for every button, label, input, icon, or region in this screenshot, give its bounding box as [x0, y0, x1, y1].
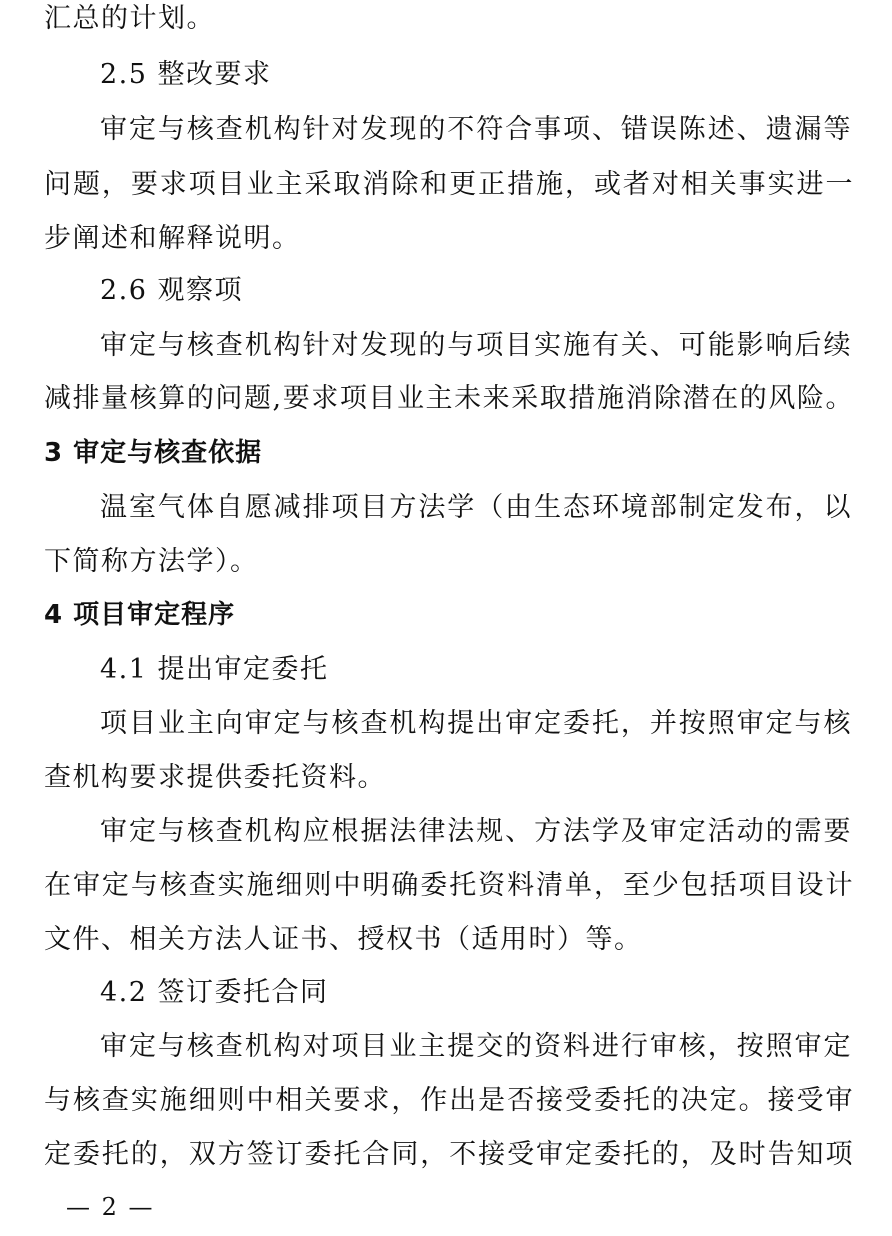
body-text-line: 下简称方法学）。	[44, 546, 259, 577]
body-text-line: 审定与核查机构对项目业主提交的资料进行审核，按照审定	[100, 1031, 852, 1062]
body-text-line: 文件、相关方法人证书、授权书（适用时）等。	[44, 924, 643, 955]
body-text-line: 与核查实施细则中相关要求，作出是否接受委托的决定。接受审	[44, 1085, 854, 1116]
body-text-line: 查机构要求提供委托资料。	[44, 762, 386, 793]
body-text-line: 审定与核查机构针对发现的不符合事项、错误陈述、遗漏等	[100, 114, 852, 145]
body-text-line: 定委托的，双方签订委托合同，不接受审定委托的，及时告知项	[44, 1139, 854, 1170]
section-heading-4-1: 4.1 提出审定委托	[100, 654, 329, 685]
body-text-line: 减排量核算的问题,要求项目业主未来采取措施消除潜在的风险。	[44, 383, 854, 414]
body-text-line: 汇总的计划。	[44, 3, 215, 34]
section-heading-2-6: 2.6 观察项	[100, 275, 244, 306]
section-heading-4-2: 4.2 签订委托合同	[100, 977, 329, 1008]
section-heading-4: 4 项目审定程序	[44, 600, 236, 630]
body-text-line: 问题，要求项目业主采取消除和更正措施，或者对相关事实进一	[44, 169, 854, 200]
body-text-line: 在审定与核查实施细则中明确委托资料清单，至少包括项目设计	[44, 870, 854, 901]
body-text-line: 审定与核查机构应根据法律法规、方法学及审定活动的需要	[100, 816, 852, 847]
body-text-line: 步阐述和解释说明。	[44, 223, 301, 254]
body-text-line: 温室气体自愿减排项目方法学（由生态环境部制定发布，以	[100, 492, 852, 523]
page-number: — 2 —	[66, 1193, 155, 1221]
section-heading-2-5: 2.5 整改要求	[100, 59, 272, 90]
body-text-line: 项目业主向审定与核查机构提出审定委托，并按照审定与核	[100, 708, 852, 739]
section-heading-3: 3 审定与核查依据	[44, 438, 263, 468]
body-text-line: 审定与核查机构针对发现的与项目实施有关、可能影响后续	[100, 330, 852, 361]
